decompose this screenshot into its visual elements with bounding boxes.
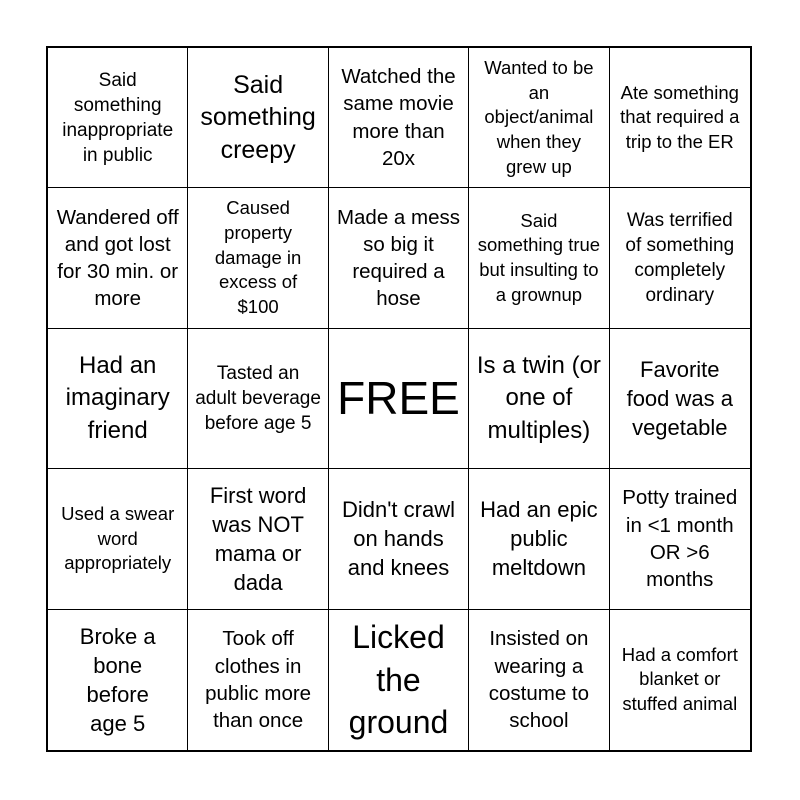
cell-text: Said something true but insulting to a grownup bbox=[477, 209, 601, 305]
cell-text: Took off clothes in public more than once bbox=[205, 627, 312, 733]
bingo-cell[interactable] bbox=[610, 188, 750, 328]
bingo-cell[interactable] bbox=[329, 48, 469, 188]
bingo-cell[interactable] bbox=[329, 469, 469, 609]
cell-text: Had a comfort blanket or stuffed animal bbox=[621, 643, 738, 715]
bingo-cell[interactable] bbox=[48, 469, 188, 609]
cell-text: Didn't crawl on hands and knees bbox=[341, 497, 455, 581]
cell-text: Potty trained in <1 month OR >6 months bbox=[622, 486, 738, 592]
cell-text: Caused property damage in excess of $100 bbox=[214, 197, 302, 318]
bingo-cell[interactable] bbox=[188, 329, 328, 469]
bingo-cell[interactable] bbox=[610, 329, 750, 469]
bingo-cell[interactable] bbox=[610, 469, 750, 609]
cell-text: Was terrified of something completely ordinary bbox=[625, 209, 735, 307]
bingo-cell[interactable] bbox=[469, 188, 609, 328]
bingo-cell[interactable] bbox=[48, 48, 188, 188]
cell-text: Had an epic public meltdown bbox=[480, 497, 598, 581]
cell-text: Said something creepy bbox=[200, 70, 316, 164]
bingo-cell[interactable] bbox=[188, 48, 328, 188]
bingo-cell[interactable] bbox=[48, 188, 188, 328]
cell-text: Is a twin (or one of multiples) bbox=[476, 351, 601, 444]
cell-text: Wanted to be an object/animal when they grew up bbox=[484, 56, 594, 177]
cell-text: Wandered off and got lost for 30 min. or more bbox=[56, 205, 179, 311]
cell-text: Ate something that required a trip to the ER bbox=[620, 81, 740, 153]
bingo-cell[interactable] bbox=[48, 610, 188, 750]
free-space-label: FREE bbox=[337, 372, 460, 425]
bingo-cell[interactable] bbox=[188, 610, 328, 750]
bingo-cell[interactable] bbox=[469, 329, 609, 469]
free-space[interactable] bbox=[329, 329, 469, 469]
cell-text: Said something inappropriate in public bbox=[62, 69, 174, 166]
cell-text: Made a mess so big it required a hose bbox=[336, 205, 461, 311]
cell-text: Watched the same movie more than 20x bbox=[341, 65, 456, 170]
bingo-cell[interactable] bbox=[329, 188, 469, 328]
cell-text: Broke a bone before age 5 bbox=[79, 623, 156, 736]
cell-text: Licked the ground bbox=[348, 619, 449, 740]
bingo-cell[interactable] bbox=[329, 610, 469, 750]
bingo-cell[interactable] bbox=[188, 469, 328, 609]
bingo-cell[interactable] bbox=[469, 610, 609, 750]
cell-text: Tasted an adult beverage before age 5 bbox=[195, 362, 321, 435]
cell-text: Used a swear word appropriately bbox=[61, 502, 175, 574]
cell-text: First word was NOT mama or dada bbox=[209, 482, 307, 595]
cell-text: Insisted on wearing a costume to school bbox=[488, 627, 590, 733]
cell-text: Had an imaginary friend bbox=[65, 351, 170, 444]
cell-text: Favorite food was a vegetable bbox=[626, 356, 733, 440]
bingo-cell[interactable] bbox=[469, 469, 609, 609]
bingo-board bbox=[46, 46, 752, 752]
bingo-cell[interactable] bbox=[610, 48, 750, 188]
bingo-cell[interactable] bbox=[610, 610, 750, 750]
bingo-cell[interactable] bbox=[469, 48, 609, 188]
bingo-cell[interactable] bbox=[48, 329, 188, 469]
bingo-cell[interactable] bbox=[188, 188, 328, 328]
